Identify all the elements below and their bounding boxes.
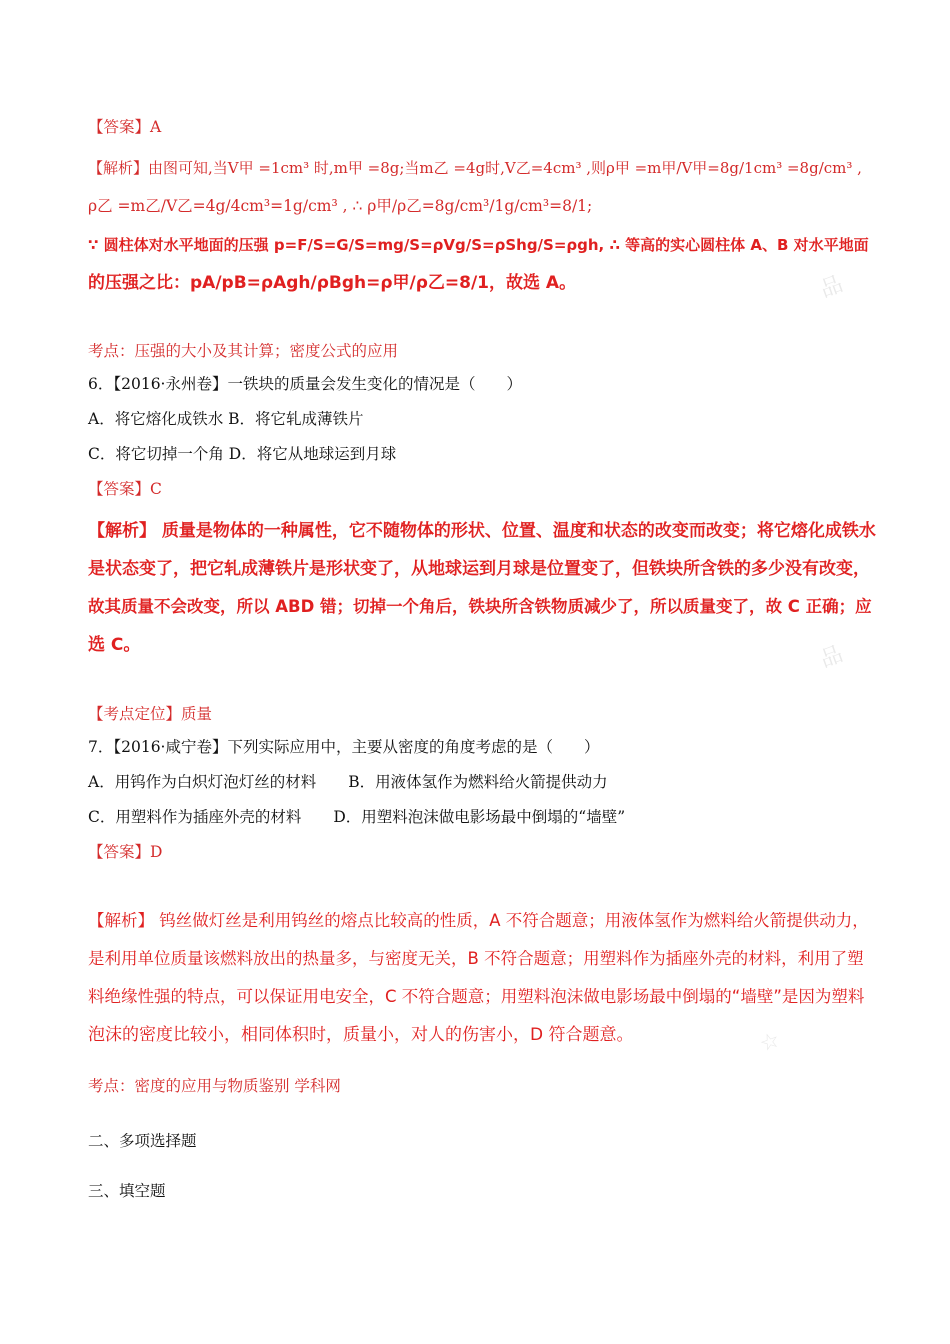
q7-stem: 7．【2016·咸宁卷】下列实际应用中，主要从密度的角度考虑的是（ ） bbox=[88, 738, 600, 756]
q5-analysis-line: 【解析】由图可知,当V甲 =1cm³ 时,m甲 =8g;当m乙 =4g时,V乙=4cm³ ,则ρ甲 =m甲/V甲=8g/1cm³ =8g/cm³ , bbox=[88, 159, 862, 177]
watermark: ☆ bbox=[756, 1027, 784, 1058]
section-heading: 三、填空题 bbox=[88, 1182, 166, 1200]
watermark: 品 bbox=[817, 641, 847, 673]
q7-option-b: B．用液体氢作为燃料给火箭提供动力 bbox=[348, 773, 608, 791]
q5-analysis-line: ∵ 圆柱体对水平地面的压强 p=F/S=G/S=mg/S=ρVg/S=ρShg/S=ρgh, ∴ 等高的实心圆柱体 A、B 对水平地面 bbox=[88, 236, 869, 254]
q7-analysis-line: 泡沫的密度比较小，相同体积时，质量小，对人的伤害小，D 符合题意。 bbox=[88, 1025, 634, 1045]
q6-analysis-line: 【解析】 质量是物体的一种属性，它不随物体的形状、位置、温度和状态的改变而改变；将它熔化成铁水 bbox=[88, 521, 876, 541]
q7-option-d: D．用塑料泡沫做电影场最中倒塌的“墙壁” bbox=[333, 808, 626, 826]
q7-options-row bbox=[88, 807, 625, 827]
q6-kaodian: 【考点定位】质量 bbox=[88, 705, 213, 723]
q5-answer: 【答案】A bbox=[88, 118, 162, 136]
q7-option-c: C．用塑料作为插座外壳的材料 bbox=[88, 808, 302, 826]
q6-analysis-line: 是状态变了，把它轧成薄铁片是形状变了，从地球运到月球是位置变了，但铁块所含铁的多少没有改变， bbox=[88, 559, 870, 579]
q6-options: C．将它切掉一个角 D．将它从地球运到月球 bbox=[88, 445, 397, 463]
q6-stem: 6．【2016·永州卷】一铁块的质量会发生变化的情况是（ ） bbox=[88, 375, 522, 393]
q7-analysis-line: 是利用单位质量该燃料放出的热量多，与密度无关，B 不符合题意；用塑料作为插座外壳的材料，利用了塑 bbox=[88, 949, 864, 968]
section-heading: 二、多项选择题 bbox=[88, 1132, 197, 1150]
q7-options-row bbox=[88, 772, 608, 792]
q7-answer: 【答案】D bbox=[88, 843, 163, 861]
q7-analysis-line: 料绝缘性强的特点，可以保证用电安全，C 不符合题意；用塑料泡沫做电影场最中倒塌的“墙壁”是因为塑料 bbox=[88, 987, 865, 1006]
q6-answer: 【答案】C bbox=[88, 480, 162, 498]
q7-kaodian: 考点：密度的应用与物质鉴别 学科网 bbox=[88, 1077, 341, 1095]
q6-analysis-line: 选 C。 bbox=[88, 635, 141, 655]
q5-analysis-line: 的压强之比：pA/pB=ρAgh/ρBgh=ρ甲/ρ乙=8/1，故选 A。 bbox=[88, 273, 577, 293]
q7-option-a: A．用钨作为白炽灯泡灯丝的材料 bbox=[88, 773, 317, 791]
q5-kaodian: 考点：压强的大小及其计算；密度公式的应用 bbox=[88, 342, 399, 360]
q5-analysis-line: ρ乙 =m乙/V乙=4g/4cm³=1g/cm³ , ∴ ρ甲/ρ乙=8g/cm³/1g/cm³=8/1; bbox=[88, 197, 593, 215]
q7-analysis-line: 【解析】 钨丝做灯丝是利用钨丝的熔点比较高的性质，A 不符合题意；用液体氢作为燃料给火箭提供动力， bbox=[88, 911, 869, 930]
q6-analysis-line: 故其质量不会改变，所以 ABD 错；切掉一个角后，铁块所含铁物质减少了，所以质量变了，故 C 正确；应 bbox=[88, 597, 872, 616]
q6-options: A．将它熔化成铁水 B．将它轧成薄铁片 bbox=[88, 410, 364, 428]
watermark: 品 bbox=[817, 271, 847, 303]
